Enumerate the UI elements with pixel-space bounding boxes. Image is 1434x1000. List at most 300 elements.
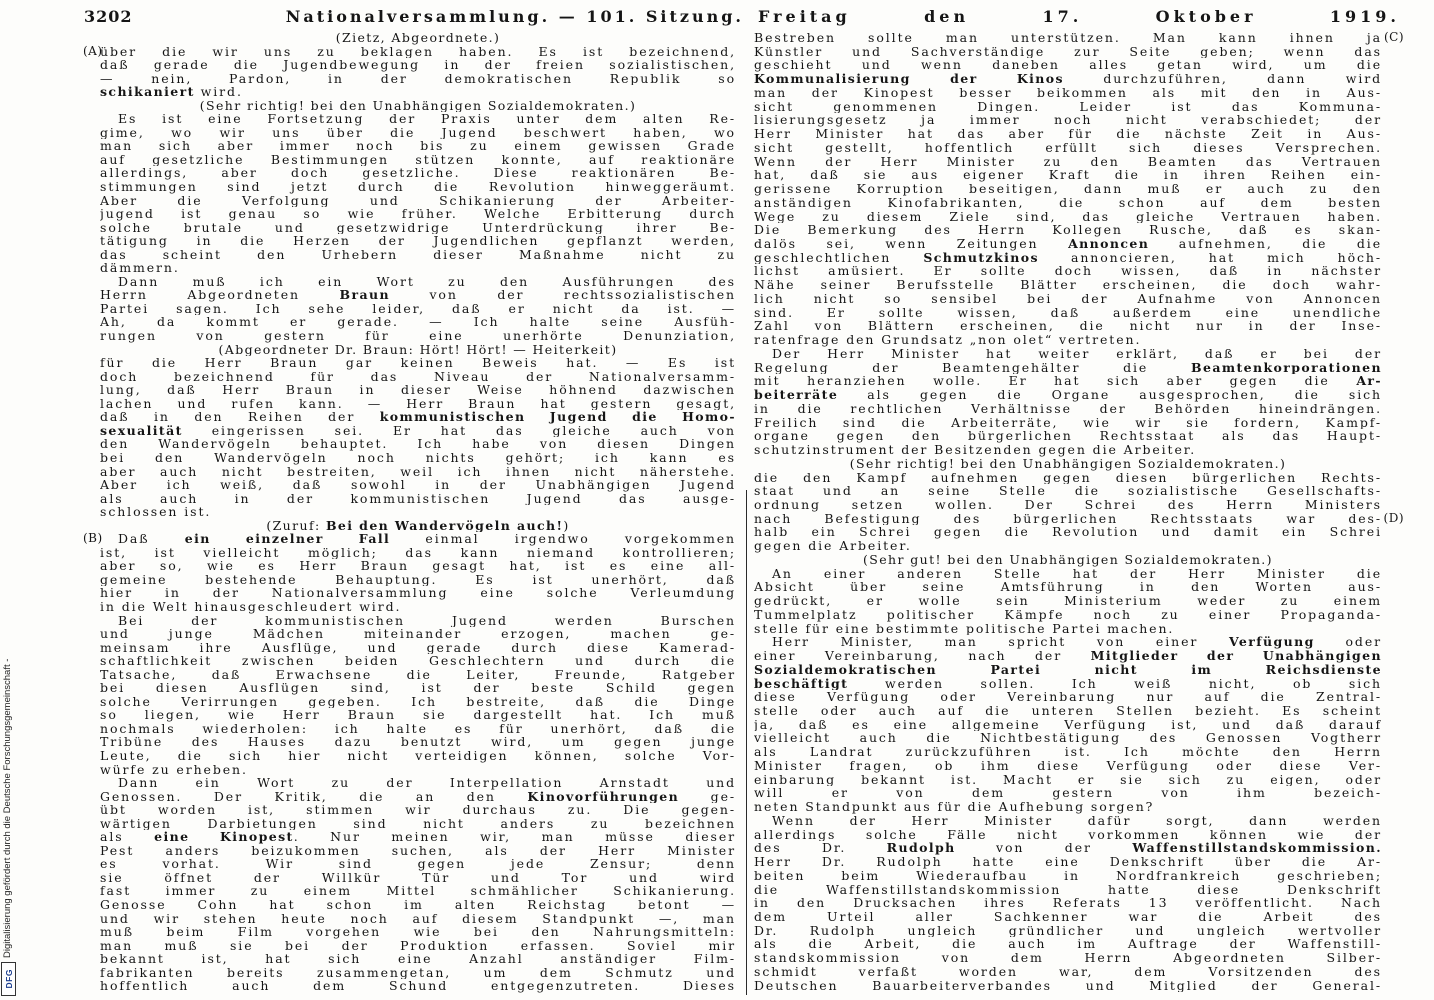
text-line bbox=[100, 315, 736, 329]
line-content bbox=[100, 668, 736, 682]
line-content bbox=[100, 234, 736, 248]
text-line bbox=[754, 745, 1382, 759]
text-line bbox=[100, 72, 736, 86]
line-content bbox=[754, 924, 1382, 938]
text-run: Freilich sind die Arbeiterräte, wie wir sie fordern, Kampf- bbox=[754, 415, 1382, 430]
line-content bbox=[754, 800, 1382, 814]
text-line bbox=[754, 210, 1382, 224]
text-run: wärtigen Darbietungen sind nicht anders zu bezeichnen bbox=[100, 816, 736, 831]
line-content bbox=[754, 649, 1382, 663]
text-line bbox=[100, 180, 736, 194]
line-content bbox=[754, 264, 1382, 278]
line-content bbox=[100, 559, 736, 573]
text-run: ordnung setzen wollen. Der Schrei des Herrn Ministers bbox=[754, 497, 1382, 512]
line-content bbox=[100, 492, 736, 506]
text-run: das scheint den Urhebern dieser Maßnahme nicht zu bbox=[100, 247, 736, 262]
line-content bbox=[100, 925, 736, 939]
line-content bbox=[100, 207, 736, 221]
line-content bbox=[754, 443, 1382, 457]
emphasis-run: beiterräte bbox=[754, 388, 839, 402]
line-content bbox=[754, 525, 1382, 539]
text-run: jugend ist genau so wie früher. Welche Erbitterung durch bbox=[100, 207, 736, 221]
line-content bbox=[754, 429, 1382, 443]
text-line bbox=[754, 361, 1382, 375]
text-line bbox=[100, 898, 736, 912]
text-line bbox=[100, 966, 736, 980]
line-content bbox=[754, 883, 1382, 897]
text-line bbox=[100, 112, 736, 126]
text-run: gedrückt, er wolle sein Ministerium weder zu einem bbox=[754, 594, 1382, 608]
text-run: Herr Dr. Rudolph hatte eine Denkschrift über die Ar- bbox=[754, 855, 1382, 869]
emphasis-run: ein einzelner Fall bbox=[184, 532, 391, 546]
text-run: ge- bbox=[679, 789, 736, 804]
text-line bbox=[100, 573, 736, 587]
emphasis-run: Schmutzkinos bbox=[923, 250, 1039, 265]
text-run: sie öffnet der Willkür Tür und Tor und wird bbox=[100, 870, 736, 885]
text-line bbox=[100, 735, 736, 749]
line-content bbox=[100, 275, 736, 289]
text-run: Dr. Rudolph ungleich gründlicher und ungleich wertvoller bbox=[754, 923, 1382, 938]
text-run: als die Arbeit, die auch im Auftrage der Waffenstill- bbox=[754, 937, 1382, 952]
text-run: Dann ein Wort zu der Interpellation Arnstadt und bbox=[118, 776, 736, 790]
text-run: sicht genommenen Dingen. Leider ist das Kommuna- bbox=[754, 99, 1382, 114]
line-content bbox=[100, 112, 736, 126]
text-line bbox=[100, 925, 736, 939]
line-content bbox=[100, 939, 736, 953]
text-run: organe gegen den bürgerlichen Rechtsstaat als das Haupt- bbox=[754, 429, 1382, 444]
text-run: lisierungsgesetz ja immer noch nicht verabschiedet; der bbox=[754, 113, 1382, 128]
digitization-credit: Digitalisierung gefördert durch die Deutsche Forschungsgemeinschaft - bbox=[2, 658, 13, 958]
text-line bbox=[754, 704, 1382, 718]
line-content bbox=[100, 952, 736, 966]
text-run: An einer anderen Stelle hat der Herr Minister die bbox=[772, 566, 1382, 581]
text-run: diese Verfügung oder Vereinbarung nur auf die Zentral- bbox=[754, 690, 1382, 704]
text-line bbox=[754, 567, 1382, 581]
text-run: Bei der kommunistischen Jugend werden Burschen bbox=[118, 613, 736, 628]
text-run: Tatsache, daß Erwachsene die Leiter, Freunde, Ratgeber bbox=[100, 667, 736, 682]
line-content bbox=[100, 817, 736, 831]
line-content bbox=[754, 292, 1382, 306]
line-content bbox=[100, 85, 736, 99]
line-content bbox=[754, 663, 1382, 677]
text-run: hat, daß sie aus eigener Kraft die in ihren Reihen ein- bbox=[754, 168, 1382, 183]
line-content bbox=[100, 397, 736, 411]
text-run: so liegen, wie Herr Braun sie dargestellt hat. Ich muß bbox=[100, 708, 736, 722]
text-line bbox=[754, 649, 1382, 663]
text-line bbox=[100, 166, 736, 180]
text-run: aber auch nicht bestreiten, weil ich ihnen nicht näherstehe. bbox=[100, 464, 736, 479]
text-line bbox=[754, 677, 1382, 691]
text-run: will er von dem gestern von ihm bezeich- bbox=[754, 786, 1382, 801]
text-line bbox=[100, 641, 736, 655]
line-content bbox=[754, 484, 1382, 498]
text-run: Wenn der Herr Minister zu den Beamten das Vertrauen bbox=[754, 154, 1382, 169]
line-content bbox=[754, 937, 1382, 951]
text-line bbox=[754, 292, 1382, 306]
emphasis-run: sexualität bbox=[100, 423, 183, 438]
text-line bbox=[754, 100, 1382, 114]
text-line bbox=[100, 884, 736, 898]
line-content bbox=[754, 127, 1382, 141]
line-content bbox=[100, 708, 736, 722]
line-content bbox=[100, 790, 736, 804]
line-content bbox=[100, 857, 736, 871]
line-content bbox=[754, 361, 1382, 375]
text-line bbox=[100, 478, 736, 492]
text-run: Minister fragen, ob ihm diese Verfügung oder diese Ver- bbox=[754, 758, 1382, 773]
line-content bbox=[754, 951, 1382, 965]
text-line bbox=[100, 397, 736, 411]
line-content bbox=[754, 388, 1382, 402]
text-run: aufnehmen, die die bbox=[1149, 237, 1382, 251]
text-line bbox=[754, 979, 1382, 993]
text-run: stimmungen sind jetzt durch die Revolution hinweggeräumt. bbox=[100, 180, 736, 194]
text-run: einmal irgendwo vorgekommen bbox=[390, 532, 736, 546]
line-content bbox=[754, 512, 1382, 526]
emphasis-run: Ar- bbox=[1356, 374, 1382, 389]
text-line bbox=[754, 58, 1382, 72]
line-content bbox=[100, 614, 736, 628]
line-content bbox=[754, 196, 1382, 210]
line-content bbox=[754, 690, 1382, 704]
text-run: nochmals wiederholen: ich halte es für unerhört, daß die bbox=[100, 721, 736, 736]
text-line bbox=[100, 790, 736, 804]
line-content bbox=[754, 773, 1382, 787]
text-line bbox=[754, 182, 1382, 196]
emphasis-run: Waffenstillstandskommission. bbox=[1132, 841, 1382, 856]
text-run: von der bbox=[955, 841, 1133, 856]
margin-marker: (D) bbox=[1383, 510, 1404, 525]
line-content bbox=[754, 72, 1382, 86]
text-line bbox=[100, 857, 736, 871]
line-content bbox=[100, 803, 736, 817]
text-run: rungen von gestern für eine unerhörte Denunziation, bbox=[100, 329, 736, 343]
line-content bbox=[100, 519, 736, 533]
column-divider bbox=[746, 490, 747, 995]
text-run: man sich aber immer noch bis zu einem gewissen Grade bbox=[100, 139, 736, 153]
text-run: anständigen Kinofabrikanten, die schon auf dem besten bbox=[754, 195, 1382, 210]
text-line bbox=[100, 952, 736, 966]
text-run: stelle für eine bestimmte politische Partei machen. bbox=[754, 621, 1175, 636]
text-run: neten Standpunkt aus für die Aufhebung sorgen? bbox=[754, 800, 1155, 814]
text-line bbox=[100, 776, 736, 790]
text-line bbox=[100, 451, 736, 465]
text-line bbox=[100, 356, 736, 370]
line-content bbox=[754, 31, 1382, 45]
text-line bbox=[754, 965, 1382, 979]
text-line bbox=[100, 654, 736, 668]
line-content bbox=[754, 347, 1382, 361]
text-run: Genossen. Der Kritik, die an den bbox=[100, 789, 528, 804]
line-content bbox=[754, 553, 1382, 567]
line-content bbox=[100, 194, 736, 208]
text-line bbox=[100, 370, 736, 384]
text-line bbox=[100, 559, 736, 573]
line-content bbox=[100, 478, 736, 492]
line-content bbox=[754, 86, 1382, 100]
text-line bbox=[100, 614, 736, 628]
text-run: werden sollen. Ich weiß nicht, ob sich bbox=[848, 676, 1382, 691]
text-line bbox=[100, 437, 736, 451]
text-line bbox=[754, 580, 1382, 594]
line-content bbox=[100, 437, 736, 451]
text-line bbox=[100, 126, 736, 140]
text-run: ratenfrage den Grundsatz „non olet“ vertreten. bbox=[754, 333, 1142, 347]
line-content bbox=[100, 126, 736, 140]
text-line bbox=[754, 635, 1382, 649]
text-line bbox=[100, 505, 736, 519]
line-content bbox=[100, 722, 736, 736]
text-line bbox=[100, 302, 736, 316]
line-content bbox=[754, 471, 1382, 485]
text-run: einbarung bekannt ist. Macht er sie sich zu eigen, oder bbox=[754, 772, 1382, 787]
text-run: annoncieren, hat mich höch- bbox=[1038, 250, 1382, 265]
text-run: man der Kinopest besser beikommen als mit den in Aus- bbox=[754, 85, 1382, 100]
line-content bbox=[100, 966, 736, 980]
line-content bbox=[754, 113, 1382, 127]
line-content bbox=[754, 278, 1382, 292]
text-run: einer Vereinbarung, nach der bbox=[754, 649, 1091, 663]
text-run: ja, daß es eine allgemeine Verfügung ist, und daß darauf bbox=[754, 717, 1382, 732]
line-content bbox=[754, 718, 1382, 732]
emphasis-run: Beamtenkorporationen bbox=[1191, 360, 1382, 375]
text-line bbox=[100, 830, 736, 844]
line-content bbox=[754, 855, 1382, 869]
text-line bbox=[100, 424, 736, 438]
page-number: 3202 bbox=[84, 7, 133, 26]
text-line bbox=[100, 465, 736, 479]
text-line bbox=[100, 749, 736, 763]
text-run: (Sehr richtig! bei den Unabhängigen Sozialdemokraten.) bbox=[849, 456, 1287, 471]
emphasis-run: Kinovorführungen bbox=[527, 789, 680, 804]
text-run: als gegen die Organe ausgesprochen, die sich bbox=[838, 388, 1382, 402]
text-line bbox=[100, 627, 736, 641]
text-line bbox=[754, 510, 1404, 526]
text-line bbox=[754, 278, 1382, 292]
text-line bbox=[754, 883, 1382, 897]
line-content bbox=[100, 465, 736, 479]
text-run: lichst amüsiert. Er sollte doch wissen, daß in nächster bbox=[754, 264, 1382, 279]
emphasis-run: Annoncen bbox=[1068, 237, 1150, 251]
line-content bbox=[100, 451, 736, 465]
text-line bbox=[100, 261, 736, 275]
text-run: meinsam ihre Ausflüge, und gerade durch diese Kamerad- bbox=[100, 640, 736, 655]
line-content bbox=[754, 45, 1382, 59]
text-line bbox=[754, 141, 1382, 155]
text-run: die den Kampf aufnehmen gegen diesen bürgerlichen Rechts- bbox=[754, 470, 1382, 485]
line-content bbox=[100, 383, 736, 397]
text-line bbox=[754, 388, 1382, 402]
text-run: Genosse Cohn hat schon im alten Reichstag betont — bbox=[100, 898, 736, 912]
emphasis-run: Verfügung bbox=[1228, 635, 1315, 650]
line-content bbox=[100, 912, 736, 926]
text-line bbox=[754, 374, 1382, 388]
line-content bbox=[100, 654, 736, 668]
text-line bbox=[100, 844, 736, 858]
text-line bbox=[100, 600, 736, 614]
text-run: lachen und rufen kann. — Herr Braun hat gestern gesagt, bbox=[100, 396, 736, 411]
text-run: tätigung in die Herzen der Jugendlichen gepflanzt werden, bbox=[100, 234, 736, 248]
text-run: nach Befestigung des bürgerlichen Rechtsstaats war des- bbox=[754, 511, 1382, 526]
text-run: geschlechtlichen bbox=[754, 250, 924, 265]
text-line bbox=[754, 773, 1382, 787]
emphasis-run: schikaniert bbox=[100, 85, 195, 99]
line-content bbox=[100, 58, 736, 72]
line-content bbox=[100, 627, 736, 641]
text-line bbox=[100, 668, 736, 682]
text-line bbox=[754, 306, 1382, 320]
line-content bbox=[754, 319, 1382, 333]
line-content bbox=[100, 139, 736, 153]
text-run: Wenn der Herr Minister dafür sorgt, dann werden bbox=[772, 813, 1382, 828]
header-title: Nationalversammlung. — 101. Sitzung. bbox=[285, 7, 744, 26]
text-run: . Nur meinen wir, man müsse dieser bbox=[293, 830, 736, 844]
text-run: doch bezeichnend für das Niveau der Nationalversamm- bbox=[100, 369, 736, 384]
text-run: bei den Wandervögeln noch nichts gehört; ich kann es bbox=[100, 450, 736, 465]
text-line bbox=[754, 800, 1382, 814]
text-run: Bestreben sollte man unterstützen. Man kann ihnen ja bbox=[754, 31, 1382, 45]
text-run: Herr Minister hat das aber für die nächste Zeit in Aus- bbox=[754, 127, 1382, 141]
line-content bbox=[754, 223, 1382, 237]
text-run: geschieht und wenn daneben alles getan wird, um die bbox=[754, 58, 1382, 73]
text-run: dalös sei, wenn Zeitungen bbox=[754, 237, 1069, 251]
line-content bbox=[100, 871, 736, 885]
line-content bbox=[754, 374, 1382, 388]
text-line bbox=[83, 531, 736, 546]
text-run: Regelung der Beamtengehälter die bbox=[754, 360, 1191, 375]
line-content bbox=[100, 735, 736, 749]
text-run: dem Urteil aller Sachkenner war die Arbeit des bbox=[754, 910, 1382, 924]
text-run: Tummelplatz politischer Kämpfe noch zu einer Propaganda- bbox=[754, 607, 1382, 622]
text-run: Daß bbox=[118, 532, 185, 546]
running-header bbox=[84, 6, 744, 28]
line-content bbox=[100, 532, 736, 546]
line-content bbox=[754, 498, 1382, 512]
right-column bbox=[754, 30, 1404, 993]
text-line bbox=[754, 759, 1382, 773]
text-run: als bbox=[100, 830, 155, 844]
emphasis-run: kommunistischen Jugend die Homo- bbox=[379, 410, 736, 424]
text-line bbox=[100, 58, 736, 72]
text-run: als auch in der kommunistischen Jugend das ausge- bbox=[100, 491, 736, 506]
line-content bbox=[754, 869, 1382, 883]
line-content bbox=[754, 759, 1382, 773]
text-run: Die Bemerkung des Herrn Kollegen Rusche, daß es skan- bbox=[754, 223, 1382, 238]
text-line bbox=[754, 855, 1382, 869]
text-run: Pest anders beizukommen suchen, als der Herr Minister bbox=[100, 843, 736, 858]
line-content bbox=[100, 221, 736, 235]
stage-direction-line bbox=[754, 457, 1382, 471]
text-line bbox=[754, 539, 1382, 553]
text-run: halb ein Schrei gegen die Revolution und damit ein Schrei bbox=[754, 525, 1382, 540]
line-content bbox=[754, 58, 1382, 72]
text-run: Tribüne des Hauses dazu benutzt wird, um gegen junge bbox=[100, 735, 736, 749]
line-content bbox=[100, 370, 736, 384]
text-run: — nein, Pardon, in der demokratischen Republik so bbox=[100, 71, 736, 86]
line-content bbox=[100, 586, 736, 600]
text-run: solche brutale und gesetzwidrige Unterdrückung ihrer Be- bbox=[100, 220, 736, 235]
text-run: und junge Mädchen miteinander erzogen, machen ge- bbox=[100, 627, 736, 641]
text-run: würfe zu erheben. bbox=[100, 762, 248, 777]
text-line bbox=[754, 594, 1382, 608]
text-line bbox=[754, 484, 1382, 498]
stage-direction-line bbox=[100, 99, 736, 113]
emphasis-run: eine Kinopest bbox=[154, 830, 294, 844]
line-content bbox=[100, 573, 736, 587]
text-run: Aber die Verfolgung und Schikanierung der Arbeiter- bbox=[100, 193, 736, 208]
text-line bbox=[100, 139, 736, 153]
text-run: allerdings solche Fälle nicht vorkommen können wie der bbox=[754, 827, 1382, 842]
text-line bbox=[754, 251, 1382, 265]
line-content bbox=[100, 830, 736, 844]
text-run: den Wandervögeln behauptet. Ich habe von diesen Dingen bbox=[100, 437, 736, 451]
text-run: aber so, wie es Herr Braun gesagt hat, ist es eine all- bbox=[100, 559, 736, 573]
margin-marker: (A) bbox=[83, 43, 103, 58]
line-content bbox=[754, 457, 1382, 471]
line-content bbox=[100, 329, 736, 343]
text-line bbox=[754, 924, 1382, 938]
line-content bbox=[100, 45, 736, 59]
text-run: hoffentlich auch dem Schund entgegenzutreten. Dieses bbox=[100, 979, 736, 993]
dfg-logo bbox=[1, 962, 16, 996]
text-run: (Sehr gut! bei den Unabhängigen Sozialdemokraten.) bbox=[863, 552, 1273, 567]
line-content bbox=[754, 306, 1382, 320]
emphasis-run: Braun bbox=[339, 288, 390, 302]
text-line bbox=[100, 681, 736, 695]
text-line bbox=[754, 333, 1382, 347]
line-content bbox=[754, 251, 1382, 265]
emphasis-run: Mitglieder der Unabhängigen bbox=[1090, 649, 1382, 663]
line-content bbox=[100, 979, 736, 993]
text-line bbox=[100, 939, 736, 953]
line-content bbox=[100, 749, 736, 763]
text-run: Aber ich weiß, daß sowohl in der Unabhängigen Jugend bbox=[100, 478, 736, 492]
line-content bbox=[100, 410, 736, 424]
line-content bbox=[100, 248, 736, 262]
text-run: Ah, da kommt er gerade. — Ich halte seine Ausfüh- bbox=[100, 315, 736, 330]
line-content bbox=[100, 600, 736, 614]
text-line bbox=[100, 221, 736, 235]
text-run: von der rechtssozialistischen bbox=[389, 288, 736, 302]
line-content bbox=[754, 979, 1382, 993]
line-content bbox=[754, 910, 1382, 924]
text-run: staat und an seine Stelle die sozialistische Gesellschafts- bbox=[754, 484, 1382, 498]
text-line bbox=[754, 113, 1382, 127]
text-run: beiten beim Wiederaufbau in Nordfrankreich geschrieben; bbox=[754, 868, 1382, 883]
text-run: fabrikanten bereits zusammengetan, um dem Schmutz und bbox=[100, 965, 736, 980]
text-run: es vorhat. Wir sind gegen jede Zensur; denn bbox=[100, 857, 736, 871]
text-line bbox=[83, 43, 736, 59]
text-run: daß in den Reihen der bbox=[100, 410, 380, 424]
line-content bbox=[754, 100, 1382, 114]
text-line bbox=[100, 329, 736, 343]
text-line bbox=[100, 912, 736, 926]
text-run: bekannt ist, hat sich eine Anzahl anständiger Film- bbox=[100, 952, 736, 966]
line-content bbox=[754, 155, 1382, 169]
text-line bbox=[754, 841, 1382, 855]
text-run: Wege zu diesem Ziele sind, das gleiche Vertrauen haben. bbox=[754, 209, 1382, 224]
line-content bbox=[100, 776, 736, 790]
emphasis-run: beschäftigt bbox=[754, 676, 849, 691]
text-line bbox=[100, 695, 736, 709]
text-run: hier in der Nationalversammlung eine solche Verleumdung bbox=[100, 586, 736, 600]
text-run: schutzinstrument der Besitzenden gegen die Arbeiter. bbox=[754, 443, 1197, 457]
line-content bbox=[754, 731, 1382, 745]
line-content bbox=[754, 608, 1382, 622]
text-run: oder bbox=[1314, 635, 1382, 650]
line-content bbox=[754, 965, 1382, 979]
text-run: schaftlichkeit zwischen beiden Geschlechtern und durch die bbox=[100, 654, 736, 668]
